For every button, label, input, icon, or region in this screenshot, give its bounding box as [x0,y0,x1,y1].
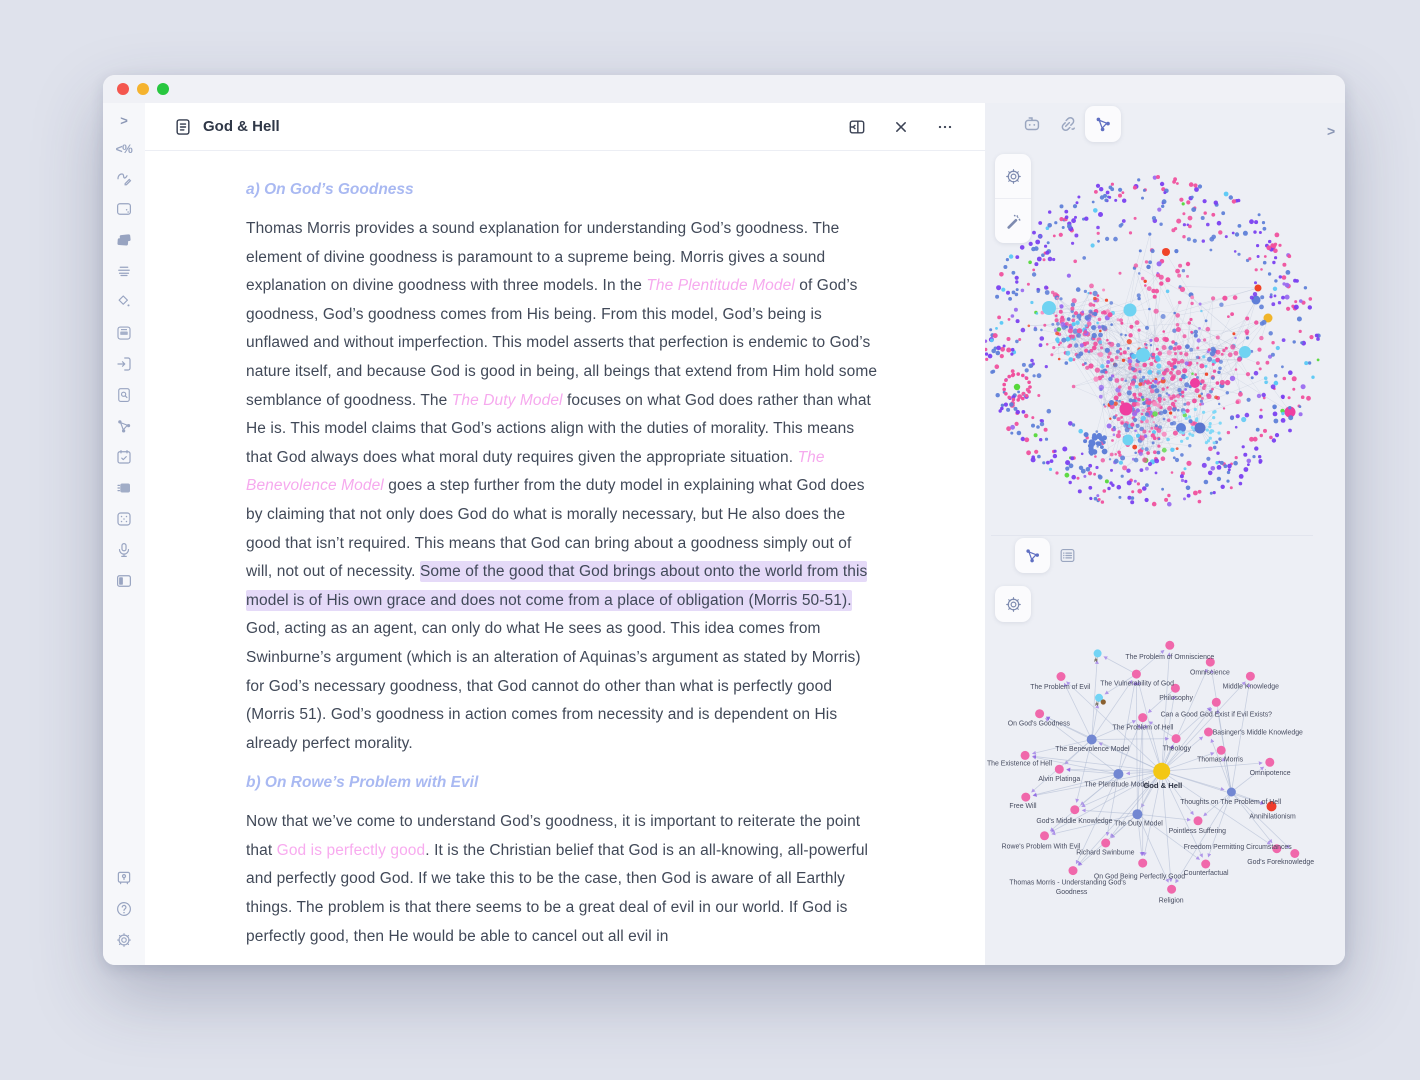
graph-node-label: Thoughts on The Problem of Hell [1180,799,1282,806]
local-graph-settings-button[interactable] [995,586,1031,622]
graph-node-label: Free Will [1009,803,1037,811]
graph-node[interactable] [1212,698,1221,707]
graph-node[interactable] [1055,765,1064,774]
titlebar [103,75,1345,103]
code-percent-icon[interactable]: <% [115,142,133,156]
graph-node-label: The Benevolence Model [1055,745,1130,753]
graph-node[interactable] [1194,816,1203,825]
dice-icon[interactable] [115,510,133,528]
vault-icon[interactable] [115,869,133,887]
graph-node[interactable] [1021,751,1030,760]
zoom-window-button[interactable] [157,83,169,95]
graph-node-label: The Problem of Evil [1030,683,1091,691]
close-window-button[interactable] [117,83,129,95]
graph-node[interactable] [1172,734,1181,743]
graph-node-label: Thomas Morris - Understanding God's [1009,879,1126,887]
robot-icon[interactable] [1021,113,1043,135]
text-run: goes a step further from the duty model in explaining what God does by claiming that not only does God do what is morally necessary, but He also does the good that isn’t required. This means that God can bring about a goodness simply out of will, not out of necessity. [246,477,865,581]
note-link[interactable]: The Plentitude Model [646,277,795,295]
link-icon[interactable] [1057,113,1079,135]
settings-icon[interactable] [115,931,133,949]
document-title: God & Hell [203,118,280,135]
graph-node-label: Counterfactual [1183,870,1229,878]
network-graph-tab-active[interactable] [1085,106,1121,142]
minimize-window-button[interactable] [137,83,149,95]
graph-node-label: The Duty Model [1114,820,1163,828]
left-sidebar [103,103,145,965]
document-body[interactable] [145,151,985,965]
scribble-pen-icon[interactable] [115,169,133,187]
graph-node-label: God's Middle Knowledge [1036,817,1113,825]
graph-icon[interactable] [115,417,133,435]
help-icon[interactable] [115,900,133,918]
paragraph[interactable] [246,808,881,951]
graph-node[interactable] [1132,670,1141,679]
network-graph-icon [1093,114,1113,134]
graph-node[interactable] [1138,859,1147,868]
graph-node-label: The Problem of Hell [1112,724,1174,732]
graph-node[interactable] [1069,866,1078,875]
graph-node-label: Thomas Morris [1197,756,1244,764]
svg-text:#: # [1095,701,1099,709]
graph-node[interactable] [1035,709,1044,718]
graph-node-label: Theology [1162,745,1191,753]
tray-lines-icon[interactable] [115,262,133,280]
graph-node[interactable] [1167,885,1176,894]
frame-dots-icon[interactable] [115,200,133,218]
import-icon[interactable] [115,355,133,373]
collapse-panel-chevron-icon[interactable]: > [1327,123,1336,139]
graph-node-label: Richard Swinburne [1076,849,1135,857]
graph-node-label: Religion [1158,897,1184,905]
text-run: . It is the Christian belief that God is an all-knowing, all-powerful and perfectly good God. If we take this to be the case, then God is aware of all Earthly things. The problem is that there seems to be a great deal of evil in our world. If God is perfectly good, then He would be able to cancel out all evil in [246,841,869,945]
graph-node-label: The Problem of Omniscience [1125,654,1215,662]
section-heading: b) On Rowe’s Problem with Evil [246,774,479,792]
list-view-icon [1058,546,1077,565]
document-pane [145,103,985,965]
right-panel [985,103,1345,965]
text-run: Now that we’ve come to understand God’s goodness, it is important to reiterate the point that [246,813,861,859]
document-header [145,103,985,151]
graph-node[interactable] [1153,763,1170,780]
graph-node[interactable] [1070,805,1079,814]
graph-node-label: Alvin Platinga [1038,776,1081,784]
more-icon[interactable] [935,117,955,137]
note-link[interactable]: The Duty Model [451,391,563,409]
local-graph-view[interactable] [985,630,1337,930]
split-pane-icon[interactable] [847,117,867,137]
cards-stack-icon[interactable] [115,231,133,249]
graph-node-label: The Vulnerability of God [1100,680,1174,688]
paragraph[interactable] [246,215,881,758]
graph-node[interactable] [1057,672,1066,681]
global-graph-view[interactable] [985,163,1337,528]
graph-node-label: On God Being Perfectly Good [1093,873,1186,881]
graph-node[interactable] [1246,672,1255,681]
text-run: Thomas Morris provides a sound explanation for understanding God’s goodness. The element of divine goodness is paramount to a supreme being. Morris gives a sound explanation on divine goodness with three models. In the [246,220,840,295]
calendar-check-icon[interactable] [115,448,133,466]
graph-node[interactable] [1101,839,1110,848]
graph-node[interactable] [1021,793,1030,802]
graph-node[interactable] [1265,758,1274,767]
text-run: God, acting as an agent, can only do what He sees as good. This idea comes from Swinburne’s argument (which is an alteration of Aquinas’s argument as stated by Morris) for God’s necessary goodness, that God cannot do other than what is perfectly good (Morris 51). God’s goodness in action comes from necessity and is dependent on His already perfect morality. [246,620,861,752]
graph-node[interactable] [1132,809,1142,819]
graph-node[interactable] [1087,735,1097,745]
graph-node[interactable] [1217,746,1226,755]
doc-search-icon[interactable] [115,386,133,404]
graph-node[interactable] [1204,728,1213,737]
section-heading: a) On God’s Goodness [246,181,414,198]
svg-text:#: # [1094,656,1098,664]
microphone-icon[interactable] [115,541,133,559]
panel-divider [991,535,1313,536]
graph-node[interactable] [1165,641,1174,650]
svg-text:Goodness: Goodness [1055,889,1088,896]
text-run: of God’s goodness, God’s goodness comes from His being. From this model, God’s being is unflawed and without imperfection. This model asserts that perfection is endemic to God’s nature itself, and because God is good in being, all beings that extend from Him hold some semblance of goodness. The [246,277,878,409]
graph-node-label: Pointless Suffering [1168,828,1226,836]
graph-node-label: The Plentitude Model [1084,781,1150,789]
graph-node-label: Basinger's Middle Knowledge [1212,729,1303,737]
file-text-icon [173,117,193,137]
close-icon[interactable] [891,117,911,137]
graph-node-label: Annihilationism [1249,813,1296,821]
app-window [103,75,1345,965]
layout-sidebar-icon[interactable] [115,572,133,590]
graph-node-label: On God's Goodness [1007,720,1071,728]
local-graph-tab-active[interactable] [1015,538,1050,573]
graph-node[interactable] [1040,831,1049,840]
graph-node[interactable] [1227,788,1236,797]
graph-node-label: Philosophy [1159,694,1193,702]
graph-node[interactable] [1113,769,1123,779]
wallet-icon[interactable] [115,479,133,497]
graph-node[interactable] [1201,860,1210,869]
graph-node-label: Can a Good God Exist if Evil Exists? [1160,711,1273,719]
note-link[interactable]: God is perfectly good [276,841,426,859]
graph-node[interactable] [1138,713,1147,722]
list-view-tab[interactable] [1058,546,1077,565]
graph-node-label: Omnipotence [1249,769,1291,777]
graph-node-label: Rowe's Problem With Evil [1001,843,1081,851]
expand-sidebar-chevron-icon[interactable]: > [120,113,128,128]
flashcard-abc-icon[interactable] [115,324,133,342]
highlighted-text: Some of the good that God brings about onto the world from this model is of His own grace and does not come from a place of obligation (Morris 50-51). [246,563,868,609]
text-run: focuses on what God does rather than what He is. This model claims that God’s actions align with the duties of morality. This means that God always does what moral duty requires given the appropriate situation. [246,391,871,466]
graph-node-label: The Existence of Hell [986,760,1053,768]
graph-node-label: Middle Knowledge [1222,683,1279,691]
graph-node-label: Omniscience [1189,669,1230,677]
note-link[interactable]: The Benevolence Model [246,448,825,495]
ink-drop-icon[interactable] [115,293,133,311]
network-graph-icon [1023,546,1042,565]
graph-node-label: Freedom Permitting Circumstances [1183,844,1292,851]
graph-node-label: God's Foreknowledge [1247,859,1315,866]
graph-node-label: God & Hell [1143,780,1183,790]
settings-icon [1004,595,1023,614]
